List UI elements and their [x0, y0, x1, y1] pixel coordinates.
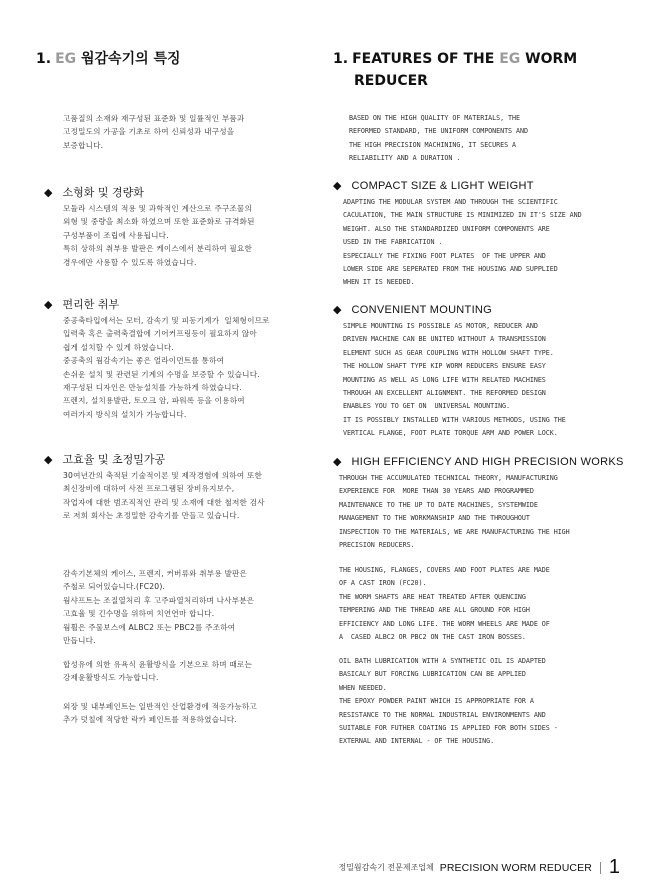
english-section-title-compact: ◆ COMPACT SIZE & LIGHT WEIGHT [333, 179, 534, 192]
korean-section-body-efficiency: 30여년간의 축적된 기술적이론 및 제작경험에 의하여 또한 최신장비에 대하여 사전 프로그램된 장비유지보수, 작업자에 대한 범조직적인 관리 및 소재에 대한 철저한 검사 로 저희 회사는 초정밀한 감속기를 만들고 있습니다. [63, 471, 265, 521]
korean-section-title-compact: ◆ 소형화 및 경량화 [44, 185, 144, 199]
heading-text: 웜감속기의 특징 [81, 51, 181, 67]
english-section-body-compact: ADAPTING THE MODULAR SYSTEM AND THROUGH THE SCIENTIFIC CACULATION, THE MAIN STRUCTURE IS MINIMIZED IN IT'S SIZE AND WEIGHT. ALSO THE STANDARDIZED UNIFORM COMPONENTS ARE USED IN THE FABRICATION . ESPECIALLY THE FIXING FOOT PLATES OF THE UPPER AND LOWER SIDE ARE SEPERATED FROM THE HOUSING AND SUPPLIED WHEN IT IS NEEDED. [343, 198, 582, 287]
english-paragraph-lubrication: OIL BATH LUBRICATION WITH A SYNTHETIC OIL IS ADAPTED BASICALY BUT FORCING LUBRICATION CAN BE APPLIED WHEN NEEDED. THE EPOXY POWDER PAINT WHICH IS APPROPRIATE FOR A RESISTANCE TO THE NORMAL INDUSTRIAL ENVIRONMENTS AND SUITABLE FOR FUTHER COATING IS APPLIED FOR BOTH SIDES - EXTERNAL AND INTERNAL - OF THE HOUSING. [339, 657, 558, 746]
english-section-body-mounting: SIMPLE MOUNTING IS POSSIBLE AS MOTOR, REDUCER AND DRIVEN MACHINE CAN BE UNITED WITHOUT A TRANSMISSION ELEMENT SUCH AS GEAR COUPLING WITH HOLLOW SHAFT TYPE. THE HOLLOW SHAFT TYPE KIP WORM REDUCERS ENSURE EASY MOUNTING AS WELL AS LONG LIFE WITH RELATED MACHINES THROUGH AN EXCELLENT ALIGNMENT. THE REFORMED DESIGN ENABLES YOU TO GET ON UNIVERSAL MOUNTING. IT IS POSSIBLY INSTALLED WITH VARIOUS METHODS, USING THE VERTICAL FLANGE, FOOT PLATE TORQUE ARM AND POWER LOCK. [343, 322, 566, 438]
diamond-bullet-icon: ◆ [333, 455, 342, 468]
diamond-bullet-icon: ◆ [333, 179, 342, 192]
footer-divider [600, 862, 601, 874]
english-intro: BASED ON THE HIGH QUALITY OF MATERIALS, THE REFORMED STANDARD, THE UNIFORM COMPONENTS AND THE HIGH PRECISION MACHINING, IT SECURES A RELIABILITY AND A DURATION . [349, 114, 528, 163]
diamond-bullet-icon: ◆ [44, 297, 53, 311]
english-heading-line2: REDUCER [354, 73, 428, 89]
korean-paragraph-lubrication: 합성유에 의한 유욕식 윤활방식을 기본으로 하며 때로는 강제윤활방식도 가능합니다. [63, 660, 252, 683]
english-section-body-efficiency: THROUGH THE ACCUMULATED TECHNICAL THEORY, MANUFACTURING EXPERIENCE FOR MORE THAN 30 YEARS AND PROGRAMMED MAINTENANCE TO THE UP TO DATE MACHINES, SYSTEMWIDE MANAGEMENT TO THE WORKMANSHIP AND THE THROUGHOUT INSPECTION TO THE MATERIALS, WE ARE MANUFACTURING THE HIGH PRECISION REDUCERS. [339, 474, 570, 550]
korean-paragraph-materials: 감속기본체의 케이스, 프렌지, 커버류와 취부용 발판은 주철로 되어있습니다.(FC20). 웜샤프트는 조질열처리 후 고주파열처리하며 나사부분은 고효율 및 긴수명을 위하여 치연연마 합니다. 웜휠은 주물보스에 ALBC2 또는 PBC2를 주조하여 만듭니다. [63, 569, 255, 646]
english-section-title-mounting: ◆ CONVENIENT MOUNTING [333, 303, 493, 316]
korean-paragraph-paint: 외장 및 내부페인트는 일반적인 산업환경에 적응가능하고 추가 덧칠에 적당한 락카 페인트를 적용하였습니다. [63, 702, 257, 725]
footer-company-label: 정밀웜감속기 전문제조업체 [338, 863, 434, 872]
heading-text: FEATURES OF THE [352, 51, 500, 67]
english-section-title-efficiency: ◆ HIGH EFFICIENCY AND HIGH PRECISION WORKS [333, 455, 624, 468]
diamond-bullet-icon: ◆ [44, 185, 53, 199]
heading-number: 1. [36, 51, 52, 67]
page-number: 1 [608, 856, 620, 878]
diamond-bullet-icon: ◆ [333, 303, 342, 316]
diamond-bullet-icon: ◆ [44, 452, 53, 466]
heading-brand: EG [499, 51, 521, 67]
english-paragraph-materials: THE HOUSING, FLANGES, COVERS AND FOOT PLATES ARE MADE OF A CAST IRON (FC20). THE WORM SHAFTS ARE HEAT TREATED AFTER QUENCING TEMPERING AND THE THREAD ARE ALL GROUND FOR HIGH EFFICIENCY AND LONG LIFE. THE WORM WHEELS ARE MADE OF A CASED ALBC2 OR PBC2 ON THE CAST IRON BOSSES. [339, 566, 550, 642]
korean-intro: 고품질의 소재와 재구성된 표준화 및 일률적인 부품과 고정밀도의 가공을 기초로 하여 신뢰성과 내구성을 보증합니다. [63, 114, 245, 150]
english-heading [333, 48, 577, 70]
korean-section-title-efficiency: ◆ 고효율 및 초정밀가공 [44, 452, 166, 466]
korean-heading [36, 48, 181, 70]
korean-section-body-mounting: 중공축타입에서는 모터, 감속기 및 피동기계가 일체형이므로 입력축 혹은 출력축결합에 기어커프링등이 필요하지 않아 쉽게 설치할 수 있게 하였습니다. 중공축의 웜감속기는 좋은 얼라이먼트를 통하여 손쉬운 설치 및 관련된 기계의 수명을 보증할 수 있습니다. 재구성된 디자인은 만능설치를 가능하게 하였습니다. 프렌지, 설치용발판, 토오크 암, 파워록 등을 이용하여 여러가지 방식의 설치가 가능합니다. [63, 316, 270, 419]
korean-section-body-compact: 모듈라 시스템의 적용 및 과학적인 계산으로 주구조물의 외형 및 중량을 최소화 하였으며 또한 표준화로 규격화된 구성부품이 조립에 사용됩니다. 특히 상하의 취부용 발판은 케이스에서 분리하여 필요한 경우에만 사용할 수 있도록 하였습니다. [63, 204, 255, 267]
footer-product-label: PRECISION WORM REDUCER [439, 861, 592, 874]
heading-text-end: WORM [520, 51, 578, 67]
page-footer [338, 856, 620, 879]
heading-number: 1. [333, 51, 349, 67]
korean-section-title-mounting: ◆ 편리한 취부 [44, 297, 120, 311]
heading-brand: EG [55, 51, 77, 67]
